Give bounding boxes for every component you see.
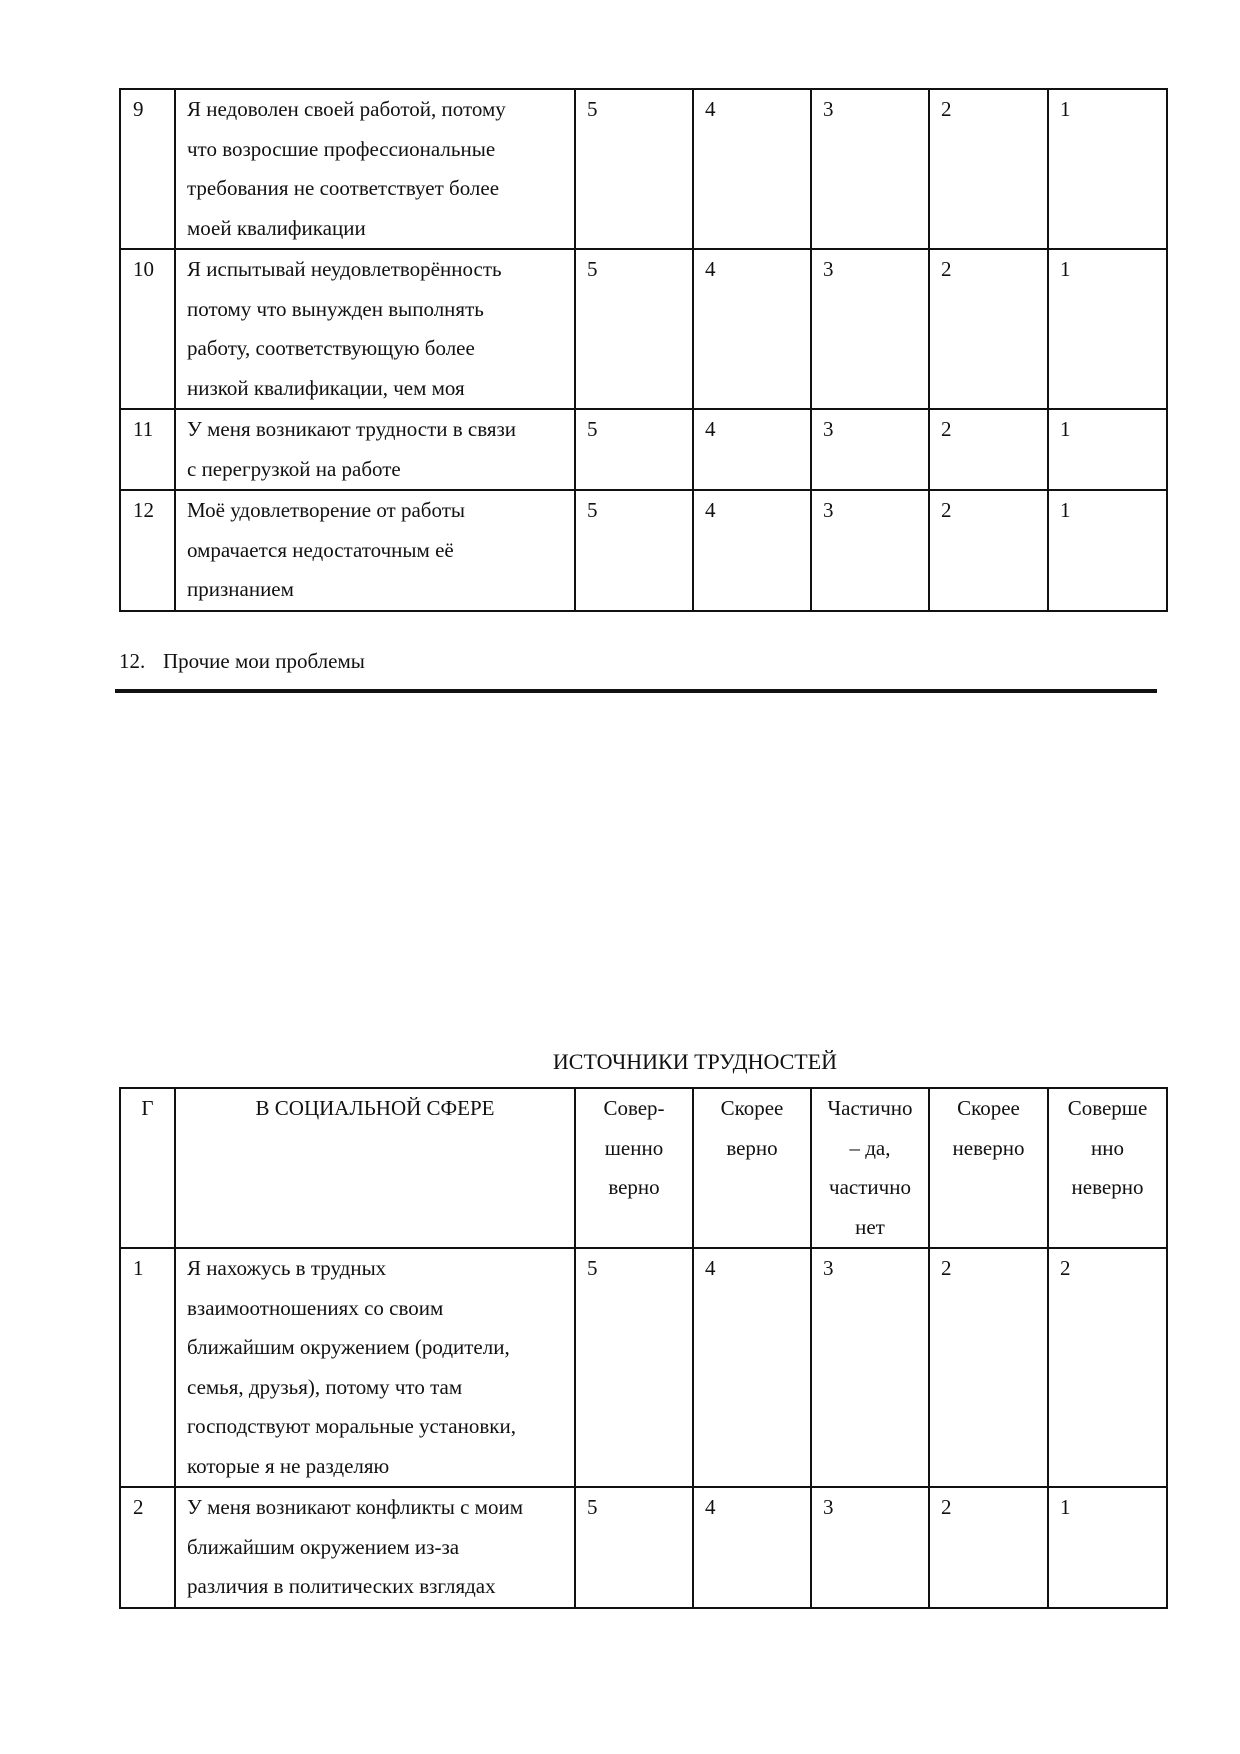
- score-cell[interactable]: 4: [693, 89, 811, 249]
- statement-text: Я недоволен своей работой, потому что возросшие профессиональные требования не соответствует более моей квалификации: [175, 89, 575, 249]
- item-label: Прочие мои проблемы: [163, 649, 365, 673]
- row-number: 10: [120, 249, 175, 409]
- difficulties-table-work: [119, 88, 1168, 612]
- score-cell[interactable]: 1: [1048, 249, 1167, 409]
- score-cell[interactable]: 3: [811, 1487, 929, 1608]
- header-title: В СОЦИАЛЬНОЙ СФЕРЕ: [175, 1088, 575, 1248]
- score-cell[interactable]: 3: [811, 249, 929, 409]
- score-cell[interactable]: 3: [811, 1248, 929, 1487]
- column-header: Частично – да, частично нет: [811, 1088, 929, 1248]
- row-number: 12: [120, 490, 175, 611]
- statement-text: Я испытывай неудовлетворённость потому что вынужден выполнять работу, соответствующую более низкой квалификации, чем моя: [175, 249, 575, 409]
- score-cell[interactable]: 2: [929, 1487, 1048, 1608]
- score-cell[interactable]: 2: [1048, 1248, 1167, 1487]
- score-cell[interactable]: 1: [1048, 490, 1167, 611]
- statement-text: Я нахожусь в трудных взаимоотношениях со своим ближайшим окружением (родители, семья, друзья), потому что там господствуют моральные установки, которые я не разделяю: [175, 1248, 575, 1487]
- statement-text: У меня возникают трудности в связи с перегрузкой на работе: [175, 409, 575, 490]
- table-row: [120, 1248, 1167, 1487]
- score-cell[interactable]: 3: [811, 409, 929, 490]
- score-cell[interactable]: 5: [575, 1487, 693, 1608]
- other-problems-item: [119, 646, 365, 676]
- table-row: [120, 89, 1167, 249]
- table-row: [120, 249, 1167, 409]
- score-cell[interactable]: 2: [929, 89, 1048, 249]
- column-header: Совер- шенно верно: [575, 1088, 693, 1248]
- score-cell[interactable]: 3: [811, 490, 929, 611]
- score-cell[interactable]: 5: [575, 249, 693, 409]
- header-letter: Г: [120, 1088, 175, 1248]
- row-number: 11: [120, 409, 175, 490]
- score-cell[interactable]: 5: [575, 1248, 693, 1487]
- column-header: Скорее неверно: [929, 1088, 1048, 1248]
- table-header-row: [120, 1088, 1167, 1248]
- score-cell[interactable]: 2: [929, 1248, 1048, 1487]
- score-cell[interactable]: 3: [811, 89, 929, 249]
- column-header: Скорее верно: [693, 1088, 811, 1248]
- difficulties-table-social: [119, 1087, 1168, 1609]
- section-title: ИСТОЧНИКИ ТРУДНОСТЕЙ: [552, 1049, 838, 1074]
- statement-text: У меня возникают конфликты с моим ближайшим окружением из-за различия в политических взглядах: [175, 1487, 575, 1608]
- score-cell[interactable]: 4: [693, 1248, 811, 1487]
- score-cell[interactable]: 4: [693, 249, 811, 409]
- score-cell[interactable]: 1: [1048, 1487, 1167, 1608]
- score-cell[interactable]: 4: [693, 1487, 811, 1608]
- item-number: 12.: [119, 649, 146, 673]
- row-number: 9: [120, 89, 175, 249]
- row-number: 1: [120, 1248, 175, 1487]
- score-cell[interactable]: 2: [929, 249, 1048, 409]
- table-row: [120, 490, 1167, 611]
- table-row: [120, 1487, 1167, 1608]
- score-cell[interactable]: 5: [575, 409, 693, 490]
- score-cell[interactable]: 2: [929, 409, 1048, 490]
- score-cell[interactable]: 1: [1048, 89, 1167, 249]
- score-cell[interactable]: 4: [693, 409, 811, 490]
- table-row: [120, 409, 1167, 490]
- column-header: Соверше нно неверно: [1048, 1088, 1167, 1248]
- answer-line[interactable]: [115, 689, 1157, 693]
- score-cell[interactable]: 5: [575, 490, 693, 611]
- score-cell[interactable]: 4: [693, 490, 811, 611]
- row-number: 2: [120, 1487, 175, 1608]
- score-cell[interactable]: 1: [1048, 409, 1167, 490]
- statement-text: Моё удовлетворение от работы омрачается недостаточным её признанием: [175, 490, 575, 611]
- score-cell[interactable]: 5: [575, 89, 693, 249]
- score-cell[interactable]: 2: [929, 490, 1048, 611]
